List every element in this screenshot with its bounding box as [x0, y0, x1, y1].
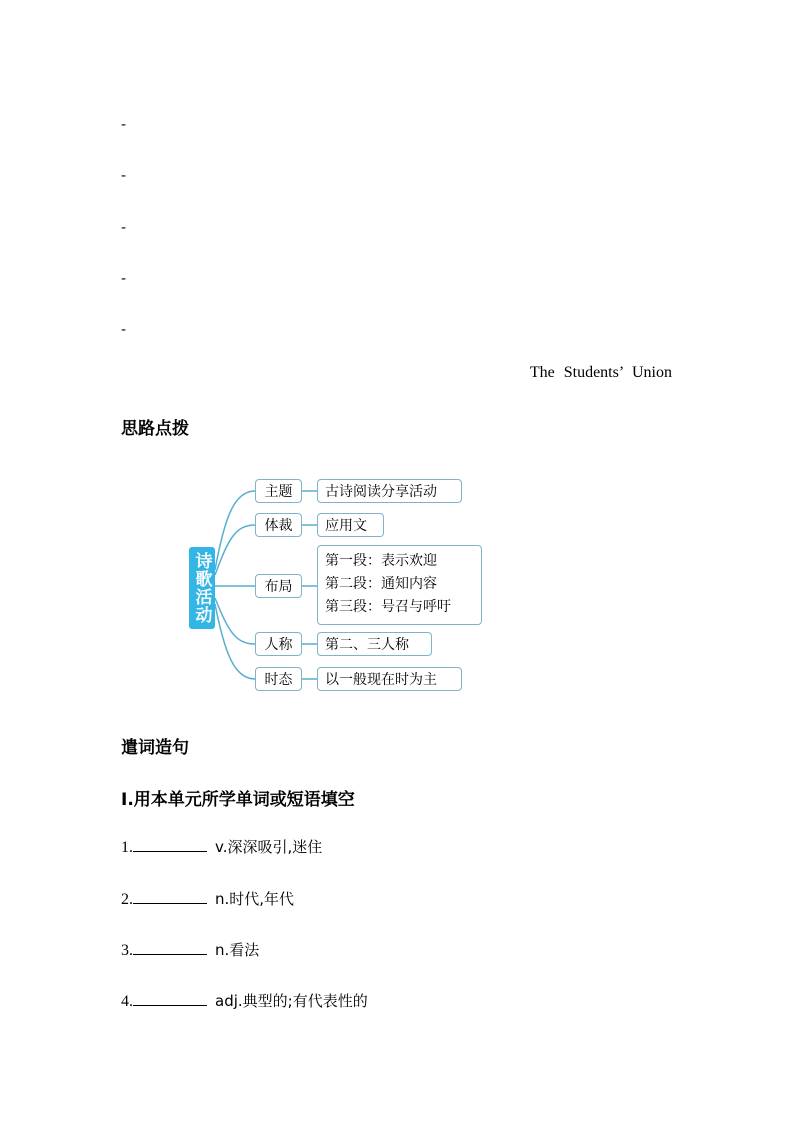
- layout-paragraph-2: 第二段：通知内容: [325, 576, 437, 592]
- branch-genre: 体裁: [255, 513, 302, 537]
- mind-map: [180, 470, 490, 700]
- leaf-layout: [317, 545, 482, 625]
- placeholder-dash: -: [121, 115, 127, 133]
- connector-tense: [215, 604, 255, 679]
- signature-line: The Students’ Union: [529, 364, 672, 381]
- exercise-item: 4. adj.典型的;有代表性的: [121, 992, 368, 1010]
- mind-map-root: 诗歌活动: [189, 547, 215, 629]
- section-heading-ideas: 思路点拨: [121, 419, 189, 439]
- branch-tense: 时态: [255, 667, 302, 691]
- branch-layout: 布局: [255, 574, 302, 598]
- leaf-theme: 古诗阅读分享活动: [317, 479, 462, 503]
- placeholder-dash: -: [121, 166, 127, 184]
- leaf-genre: 应用文: [317, 513, 384, 537]
- answer-blank[interactable]: [133, 888, 207, 904]
- branch-theme: 主题: [255, 479, 302, 503]
- answer-blank[interactable]: [133, 990, 207, 1006]
- leaf-tense: 以一般现在时为主: [317, 667, 462, 691]
- connector-genre: [215, 525, 255, 575]
- placeholder-dash: -: [121, 269, 127, 287]
- placeholder-dash: -: [121, 218, 127, 236]
- answer-blank[interactable]: [133, 939, 207, 955]
- layout-paragraph-3: 第三段：号召与呼吁: [325, 599, 451, 615]
- connector-person: [215, 598, 255, 644]
- exercise-title: Ⅰ.用本单元所学单词或短语填空: [121, 790, 355, 810]
- exercise-item: 1. v.深深吸引,迷住: [121, 838, 323, 856]
- section-heading-wording: 遣词造句: [121, 738, 189, 758]
- answer-blank[interactable]: [133, 836, 207, 852]
- leaf-person: 第二、三人称: [317, 632, 432, 656]
- branch-person: 人称: [255, 632, 302, 656]
- placeholder-dash: -: [121, 320, 127, 338]
- exercise-item: 3. n.看法: [121, 941, 260, 959]
- exercise-item: 2. n.时代,年代: [121, 890, 295, 908]
- layout-paragraph-1: 第一段：表示欢迎: [325, 553, 437, 569]
